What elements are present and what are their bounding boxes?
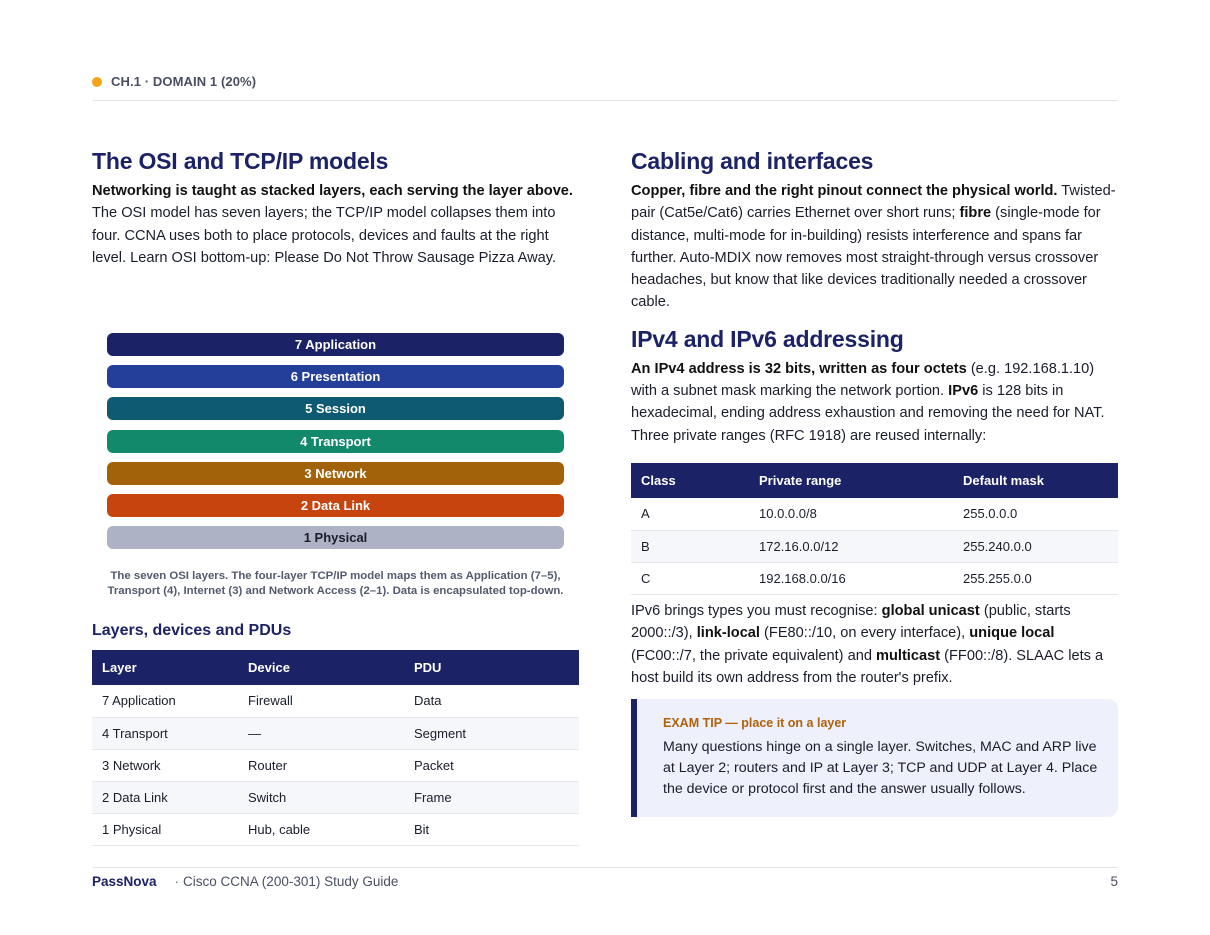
right-column <box>631 146 1118 447</box>
footer-guide-title: Cisco CCNA (200-301) Study Guide <box>183 874 399 889</box>
osi-figure-caption <box>92 569 579 599</box>
column-header: Layer <box>92 650 238 685</box>
table-row <box>631 562 1118 594</box>
ipv6-term: unique local <box>969 625 1055 642</box>
table-cell: — <box>238 717 404 749</box>
section-title-addressing: IPv4 and IPv6 addressing <box>631 325 904 352</box>
osi-layer-bar: 2 Data Link <box>107 494 564 517</box>
page-number: 5 <box>1110 874 1118 889</box>
column-header: Default mask <box>953 463 1118 498</box>
table-cell: Firewall <box>238 685 404 717</box>
cabling-lead: Copper, fibre and the right pinout connect the physical world. <box>631 183 1058 199</box>
cabling-paragraph <box>631 180 1118 314</box>
table-cell: Router <box>238 749 404 781</box>
table-row <box>92 782 579 814</box>
osi-intro-lead: Networking is taught as stacked layers, each serving the layer above. <box>92 183 573 199</box>
table-cell: 172.16.0.0/12 <box>749 530 953 562</box>
table-cell: Packet <box>404 749 579 781</box>
table-cell: Bit <box>404 814 579 846</box>
addressing-text: (e.g. 192.168.1.10) with a subnet mask marking the network portion. <box>631 360 1095 400</box>
table-cell: 3 Network <box>92 749 238 781</box>
chapter-dot-icon <box>92 77 102 87</box>
table-row <box>631 498 1118 530</box>
running-header <box>92 74 1118 101</box>
osi-layer-bar: 7 Application <box>107 333 564 356</box>
exam-tip-body: Many questions hinge on a single layer. Switches, MAC and ARP live at Layer 2; routers and IP at Layer 3; TCP and UDP at Layer 4. Place the device or protocol first and the answer usually follows. <box>663 739 1098 797</box>
table-cell: Segment <box>404 717 579 749</box>
caption-line: The seven OSI layers. The four-layer TCP/IP model maps them as Application (7–5), <box>110 570 561 582</box>
ipv6-text: (FE80::/10, on every interface), <box>759 625 970 642</box>
table-cell: Data <box>404 685 579 717</box>
layers-devices-pdus-table <box>92 650 579 846</box>
ipv6-types-paragraph <box>631 600 1118 689</box>
ipv6-text: (FF00::/8). SLAAC lets a host build its own address from the router's prefix. <box>631 647 1104 686</box>
osi-intro-text: The OSI model has seven layers; the TCP/IP model collapses them into four. CCNA uses both to place protocols, devices and faults at the right level. Learn OSI bottom-up: Please Do Not Throw Sausage Pizza Away. <box>92 205 556 266</box>
ipv6-text: (FC00::/7, the private equivalent) and <box>631 647 876 664</box>
table-cell: 255.0.0.0 <box>953 498 1118 530</box>
ipv6-term: multicast <box>876 647 941 664</box>
table-row <box>92 814 579 846</box>
table-cell: 4 Transport <box>92 717 238 749</box>
table-row <box>92 749 579 781</box>
cabling-text: Twisted-pair (Cat5e/Cat6) carries Ethernet over short runs; <box>631 183 1116 222</box>
osi-layer-bar: 6 Presentation <box>107 365 564 388</box>
table-row <box>92 717 579 749</box>
table-header-row <box>92 650 579 685</box>
addressing-ipv6-term: IPv6 <box>948 383 979 400</box>
exam-tip-title: EXAM TIP — place it on a layer <box>663 716 847 730</box>
column-header: Private range <box>749 463 953 498</box>
table-cell: 255.255.0.0 <box>953 562 1118 594</box>
exam-tip-callout <box>631 699 1118 817</box>
table-cell: Frame <box>404 782 579 814</box>
cabling-text: (single-mode for distance, multi-mode for in-building) resists interference and spans far further. Auto-MDIX now removes most straight-through versus crossover headaches, but know that like devices traditionally needed a crossover cable. <box>631 205 1101 311</box>
chapter-label: CH.1 · DOMAIN 1 (20%) <box>111 74 257 89</box>
section-title-osi: The OSI and TCP/IP models <box>92 148 389 174</box>
ipv6-text: IPv6 brings types you must recognise: <box>631 603 882 619</box>
column-header: PDU <box>404 650 579 685</box>
osi-layer-bar: 1 Physical <box>107 526 564 549</box>
osi-layer-bar: 4 Transport <box>107 430 564 453</box>
ipv6-term: global unicast <box>881 603 980 619</box>
table-cell: 7 Application <box>92 685 238 717</box>
footer-separator: · <box>174 874 180 889</box>
osi-layer-bar: 5 Session <box>107 397 564 420</box>
left-column <box>92 146 579 269</box>
osi-intro-paragraph <box>92 180 579 269</box>
ipv6-term: link-local <box>696 625 760 642</box>
column-header: Class <box>631 463 749 498</box>
table-cell: 2 Data Link <box>92 782 238 814</box>
table-row <box>92 685 579 717</box>
caption-line: Transport (4), Internet (3) and Network Access (2–1). Data is encapsulated top-down. <box>107 585 564 597</box>
private-ranges-table <box>631 463 1118 595</box>
table-cell: 10.0.0.0/8 <box>749 498 953 530</box>
table-cell: Hub, cable <box>238 814 404 846</box>
addressing-paragraph <box>631 358 1118 447</box>
column-header: Device <box>238 650 404 685</box>
table-row <box>631 530 1118 562</box>
addressing-lead: An IPv4 address is 32 bits, written as four octets <box>631 360 967 377</box>
page-footer <box>92 867 1118 889</box>
osi-layer-bar: 3 Network <box>107 462 564 485</box>
table-cell: 255.240.0.0 <box>953 530 1118 562</box>
section-title-cabling: Cabling and interfaces <box>631 148 874 174</box>
table-header-row <box>631 463 1118 498</box>
osi-layer-stack <box>107 333 564 558</box>
table-cell: A <box>631 498 749 530</box>
footer-brand: PassNova <box>92 874 157 889</box>
table-cell: B <box>631 530 749 562</box>
table-cell: Switch <box>238 782 404 814</box>
cabling-fibre-term: fibre <box>959 205 992 222</box>
table-cell: C <box>631 562 749 594</box>
addressing-text: is 128 bits in hexadecimal, ending address exhaustion and removing the need for NAT. Three private ranges (RFC 1918) are reused internally: <box>631 383 1105 444</box>
table-cell: 1 Physical <box>92 814 238 846</box>
table-cell: 192.168.0.0/16 <box>749 562 953 594</box>
ipv6-text: (public, starts 2000::/3), <box>631 603 1071 642</box>
subsection-title-layers: Layers, devices and PDUs <box>92 622 292 639</box>
